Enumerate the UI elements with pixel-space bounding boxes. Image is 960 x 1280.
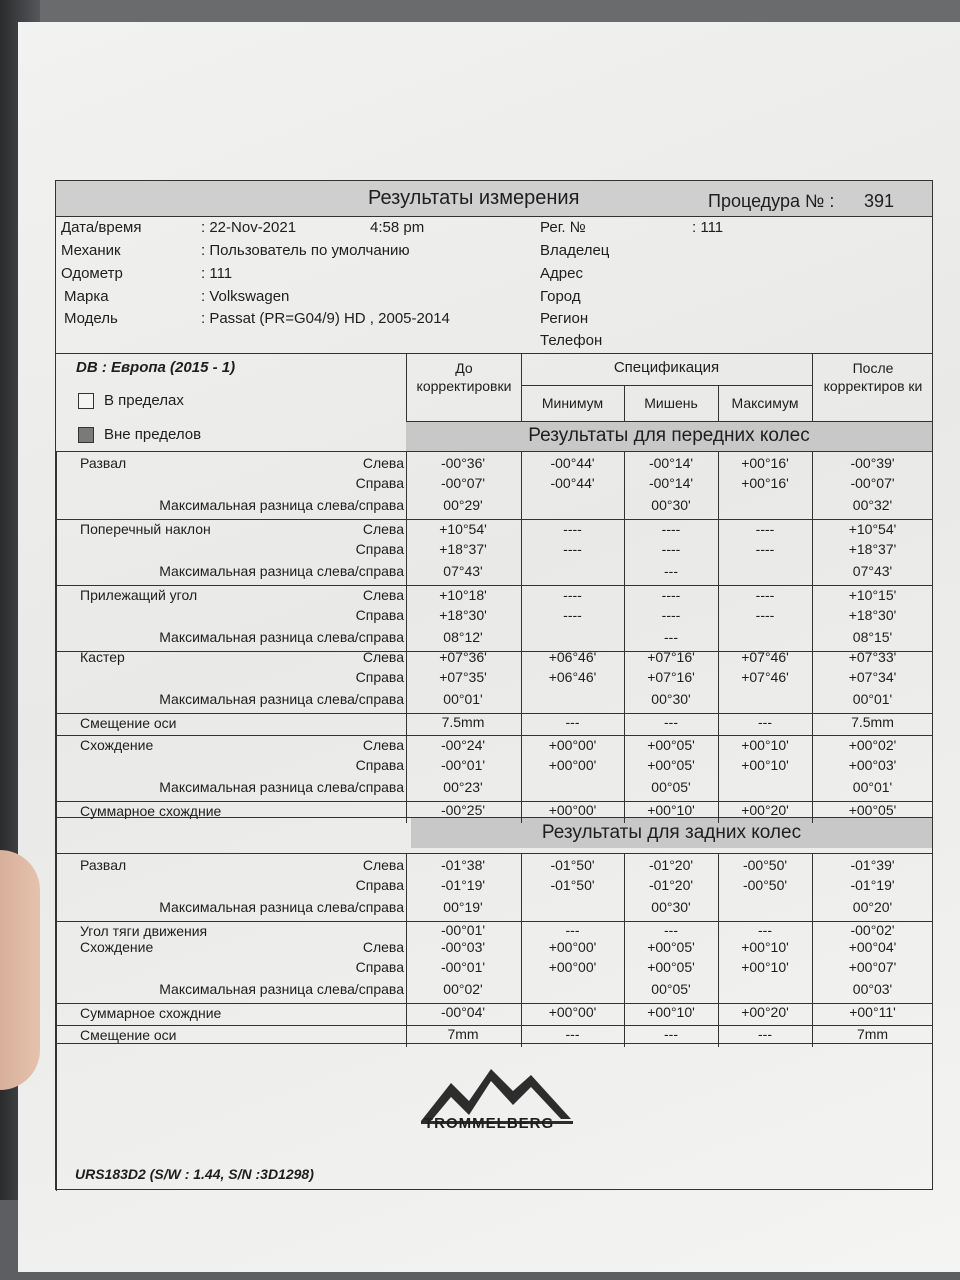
value-cell: +00°00' bbox=[548, 737, 597, 753]
value-cell: -00°39' bbox=[850, 455, 895, 471]
value-cell: 00°20' bbox=[852, 899, 893, 915]
value-cell: ---- bbox=[755, 587, 775, 603]
left-label: Слева bbox=[362, 587, 404, 603]
value-cell: -00°25' bbox=[440, 802, 486, 818]
value-cell: +00°00' bbox=[548, 1004, 597, 1020]
value-cell: +00°07' bbox=[848, 959, 897, 975]
value-cell: +00°20' bbox=[741, 1004, 789, 1020]
model-label: Модель bbox=[64, 310, 118, 327]
left-label: Слева bbox=[362, 939, 404, 955]
value-cell: --- bbox=[565, 1026, 580, 1042]
value-cell: +07°33' bbox=[848, 649, 897, 665]
legend-within: В пределах bbox=[104, 392, 184, 409]
value-cell: +00°05' bbox=[647, 939, 695, 955]
procedure-number: 391 bbox=[864, 191, 895, 211]
maxdiff-label: Максимальная разница слева/справа bbox=[159, 497, 404, 513]
value-cell: -00°14' bbox=[648, 455, 694, 471]
divider bbox=[812, 853, 813, 1047]
parameter-name: Смещение оси bbox=[80, 1027, 177, 1043]
right-label: Справа bbox=[355, 877, 404, 893]
value-cell: --- bbox=[664, 922, 678, 938]
maxdiff-label: Максимальная разница слева/справа bbox=[159, 899, 404, 915]
model-value: : Passat (PR=G04/9) HD , 2005-2014 bbox=[201, 310, 450, 327]
value-cell: -01°20' bbox=[648, 877, 694, 893]
column-target: Мишень bbox=[644, 395, 698, 411]
divider bbox=[56, 451, 932, 452]
report-title: Результаты измерения bbox=[368, 187, 580, 209]
value-cell: 00°30' bbox=[651, 497, 691, 513]
legend-outside: Вне пределов bbox=[104, 426, 202, 443]
value-cell: -00°04' bbox=[440, 1004, 486, 1020]
maxdiff-label: Максимальная разница слева/справа bbox=[159, 779, 404, 795]
divider bbox=[56, 519, 932, 520]
maxdiff-label: Максимальная разница слева/справа bbox=[159, 563, 404, 579]
value-cell: 00°30' bbox=[651, 691, 691, 707]
value-cell: --- bbox=[664, 714, 678, 730]
divider bbox=[406, 853, 407, 1047]
divider bbox=[624, 853, 625, 1047]
value-cell: +06°46' bbox=[548, 649, 597, 665]
value-cell: 00°30' bbox=[651, 899, 691, 915]
value-cell: +00°00' bbox=[548, 959, 597, 975]
mechanic-value: : Пользователь по умолчанию bbox=[201, 242, 410, 259]
value-cell: +07°16' bbox=[647, 669, 695, 685]
value-cell: +18°30' bbox=[848, 607, 897, 623]
value-cell: +00°10' bbox=[647, 802, 695, 818]
divider bbox=[718, 853, 719, 1047]
time-value: 4:58 pm bbox=[370, 219, 425, 236]
parameter-name: Угол тяги движения bbox=[80, 923, 208, 939]
db-label: DB : Европа (2015 - 1) bbox=[76, 359, 236, 376]
value-cell: -01°38' bbox=[440, 857, 486, 873]
value-cell: ---- bbox=[661, 607, 681, 623]
value-cell: +00°00' bbox=[548, 939, 597, 955]
value-cell: 08°12' bbox=[443, 629, 483, 645]
divider bbox=[624, 451, 625, 823]
reg-value: : 111 bbox=[692, 219, 724, 236]
value-cell: -00°50' bbox=[742, 877, 788, 893]
value-cell: ---- bbox=[563, 521, 582, 537]
value-cell: -00°01' bbox=[440, 757, 486, 773]
right-label: Справа bbox=[355, 959, 404, 975]
outside-swatch bbox=[78, 427, 94, 443]
column-min: Минимум bbox=[541, 395, 604, 411]
divider bbox=[812, 451, 813, 823]
column-after: После корректиров ки bbox=[823, 360, 923, 394]
value-cell: +00°00' bbox=[548, 757, 597, 773]
value-cell: --- bbox=[664, 563, 678, 579]
parameter-name: Развал bbox=[80, 455, 127, 471]
parameter-name: Схождение bbox=[80, 939, 154, 955]
value-cell: ---- bbox=[661, 521, 681, 537]
front-results-title: Результаты для передних колес bbox=[406, 421, 932, 451]
divider bbox=[56, 1043, 932, 1044]
value-cell: 7.5mm bbox=[441, 714, 485, 730]
value-cell: -00°07' bbox=[440, 475, 486, 491]
divider bbox=[521, 385, 812, 386]
value-cell: -01°19' bbox=[850, 877, 895, 893]
divider bbox=[56, 853, 932, 854]
value-cell: 00°01' bbox=[852, 779, 893, 795]
logo-text: TROMMELBERG bbox=[424, 1115, 555, 1132]
value-cell: ---- bbox=[563, 541, 582, 557]
right-label: Справа bbox=[355, 757, 404, 773]
value-cell: --- bbox=[758, 714, 772, 730]
parameter-name: Суммарное схождние bbox=[80, 1005, 222, 1021]
value-cell: 00°02' bbox=[443, 981, 483, 997]
value-cell: -00°44' bbox=[550, 475, 595, 491]
city-label: Город bbox=[540, 288, 581, 305]
right-label: Справа bbox=[355, 669, 404, 685]
procedure-label: Процедура № : bbox=[708, 191, 835, 211]
value-cell: --- bbox=[565, 714, 580, 730]
right-label: Справа bbox=[355, 541, 404, 557]
title-bar bbox=[56, 181, 932, 217]
parameter-name: Суммарное схождние bbox=[80, 803, 222, 819]
measurement-report bbox=[55, 180, 933, 1190]
column-before: До корректировки bbox=[416, 360, 512, 394]
maxdiff-label: Максимальная разница слева/справа bbox=[159, 629, 404, 645]
left-label: Слева bbox=[362, 455, 404, 471]
reg-label: Рег. № bbox=[540, 219, 586, 236]
value-cell: --- bbox=[758, 1026, 772, 1042]
divider bbox=[56, 585, 932, 586]
device-footer: URS183D2 (S/W : 1.44, S/N :3D1298) bbox=[75, 1166, 314, 1182]
value-cell: -00°07' bbox=[850, 475, 895, 491]
owner-label: Владелец bbox=[540, 242, 610, 259]
date-value: : 22-Nov-2021 bbox=[201, 219, 297, 236]
value-cell: +00°20' bbox=[741, 802, 789, 818]
value-cell: -00°03' bbox=[440, 939, 486, 955]
value-cell: 07°43' bbox=[852, 563, 893, 579]
value-cell: +00°05' bbox=[647, 757, 695, 773]
value-cell: +00°00' bbox=[548, 802, 597, 818]
value-cell: ---- bbox=[755, 541, 775, 557]
value-cell: +10°18' bbox=[439, 587, 487, 603]
value-cell: -01°39' bbox=[850, 857, 895, 873]
maxdiff-label: Максимальная разница слева/справа bbox=[159, 981, 404, 997]
value-cell: +07°36' bbox=[439, 649, 487, 665]
value-cell: -00°36' bbox=[440, 455, 486, 471]
value-cell: --- bbox=[664, 1026, 678, 1042]
value-cell: 00°01' bbox=[852, 691, 893, 707]
value-cell: +00°10' bbox=[647, 1004, 695, 1020]
divider bbox=[718, 451, 719, 823]
column-spec: Спецификация bbox=[613, 359, 720, 376]
left-label: Слева bbox=[362, 649, 404, 665]
value-cell: -01°50' bbox=[550, 877, 595, 893]
value-cell: ---- bbox=[661, 587, 681, 603]
value-cell: 7mm bbox=[447, 1026, 479, 1042]
value-cell: 00°03' bbox=[852, 981, 893, 997]
value-cell: -01°20' bbox=[648, 857, 694, 873]
value-cell: 00°29' bbox=[443, 497, 483, 513]
divider bbox=[521, 853, 522, 1047]
divider bbox=[406, 421, 932, 422]
value-cell: +00°10' bbox=[741, 959, 789, 975]
make-value: : Volkswagen bbox=[201, 288, 290, 305]
value-cell: +00°02' bbox=[848, 737, 897, 753]
date-label: Дата/время bbox=[61, 219, 142, 236]
parameter-name: Схождение bbox=[80, 737, 154, 753]
value-cell: ---- bbox=[661, 541, 681, 557]
value-cell: +18°30' bbox=[439, 607, 487, 623]
value-cell: +18°37' bbox=[439, 541, 487, 557]
value-cell: ---- bbox=[755, 521, 775, 537]
value-cell: +00°05' bbox=[848, 802, 897, 818]
value-cell: --- bbox=[565, 922, 580, 938]
value-cell: +07°16' bbox=[647, 649, 695, 665]
value-cell: -00°01' bbox=[440, 922, 486, 938]
value-cell: +00°05' bbox=[647, 737, 695, 753]
parameter-name: Прилежащий угол bbox=[80, 587, 198, 603]
value-cell: 08°15' bbox=[852, 629, 893, 645]
right-label: Справа bbox=[355, 475, 404, 491]
odometer-value: : 111 bbox=[201, 265, 233, 282]
left-label: Слева bbox=[362, 857, 404, 873]
left-label: Слева bbox=[362, 737, 404, 753]
right-label: Справа bbox=[355, 607, 404, 623]
value-cell: +18°37' bbox=[848, 541, 897, 557]
value-cell: -00°24' bbox=[440, 737, 486, 753]
value-cell: +10°15' bbox=[848, 587, 897, 603]
value-cell: +00°16' bbox=[741, 475, 789, 491]
left-label: Слева bbox=[362, 521, 404, 537]
value-cell: 00°01' bbox=[443, 691, 483, 707]
maxdiff-label: Максимальная разница слева/справа bbox=[159, 691, 404, 707]
value-cell: -01°50' bbox=[550, 857, 595, 873]
value-cell: --- bbox=[664, 629, 678, 645]
value-cell: -00°01' bbox=[440, 959, 486, 975]
phone-label: Телефон bbox=[540, 332, 603, 349]
value-cell: +00°11' bbox=[849, 1004, 896, 1020]
rear-results-title: Результаты для задних колес bbox=[411, 818, 932, 848]
value-cell: 7.5mm bbox=[851, 714, 894, 730]
value-cell: +00°04' bbox=[848, 939, 897, 955]
odometer-label: Одометр bbox=[61, 265, 123, 282]
value-cell: 00°32' bbox=[852, 497, 893, 513]
value-cell: --- bbox=[758, 922, 772, 938]
value-cell: 00°23' bbox=[443, 779, 483, 795]
divider bbox=[56, 735, 932, 736]
value-cell: +10°54' bbox=[439, 521, 487, 537]
value-cell: +10°54' bbox=[848, 521, 897, 537]
value-cell: +00°10' bbox=[741, 737, 789, 753]
value-cell: 00°05' bbox=[651, 981, 691, 997]
parameter-name: Смещение оси bbox=[80, 715, 177, 731]
value-cell: +00°16' bbox=[741, 455, 789, 471]
region-label: Регион bbox=[540, 310, 589, 327]
finger bbox=[0, 850, 40, 1090]
parameter-name: Поперечный наклон bbox=[80, 521, 211, 537]
value-cell: -00°14' bbox=[648, 475, 694, 491]
value-cell: +00°10' bbox=[741, 939, 789, 955]
value-cell: -00°44' bbox=[550, 455, 595, 471]
value-cell: +07°46' bbox=[741, 649, 789, 665]
make-label: Марка bbox=[64, 288, 109, 305]
address-label: Адрес bbox=[540, 265, 583, 282]
within-swatch bbox=[78, 393, 94, 409]
parameter-name: Развал bbox=[80, 857, 127, 873]
value-cell: 07°43' bbox=[443, 563, 483, 579]
value-cell: -01°19' bbox=[440, 877, 486, 893]
value-cell: 7mm bbox=[856, 1026, 889, 1042]
divider bbox=[56, 451, 57, 1191]
mechanic-label: Механик bbox=[61, 242, 121, 259]
value-cell: ---- bbox=[755, 607, 775, 623]
value-cell: ---- bbox=[563, 587, 582, 603]
value-cell: ---- bbox=[563, 607, 582, 623]
value-cell: -00°50' bbox=[742, 857, 788, 873]
value-cell: +07°34' bbox=[848, 669, 897, 685]
value-cell: +06°46' bbox=[548, 669, 597, 685]
column-max: Максимум bbox=[731, 395, 799, 411]
value-cell: +00°05' bbox=[647, 959, 695, 975]
value-cell: +00°03' bbox=[848, 757, 897, 773]
parameter-name: Кастер bbox=[80, 649, 125, 665]
value-cell: 00°05' bbox=[651, 779, 691, 795]
value-cell: +07°46' bbox=[741, 669, 789, 685]
value-cell: 00°19' bbox=[443, 899, 483, 915]
divider bbox=[521, 451, 522, 823]
divider bbox=[406, 353, 407, 421]
divider bbox=[406, 451, 407, 823]
value-cell: -00°02' bbox=[850, 922, 895, 938]
divider bbox=[56, 353, 932, 354]
value-cell: +07°35' bbox=[439, 669, 487, 685]
value-cell: +00°10' bbox=[741, 757, 789, 773]
